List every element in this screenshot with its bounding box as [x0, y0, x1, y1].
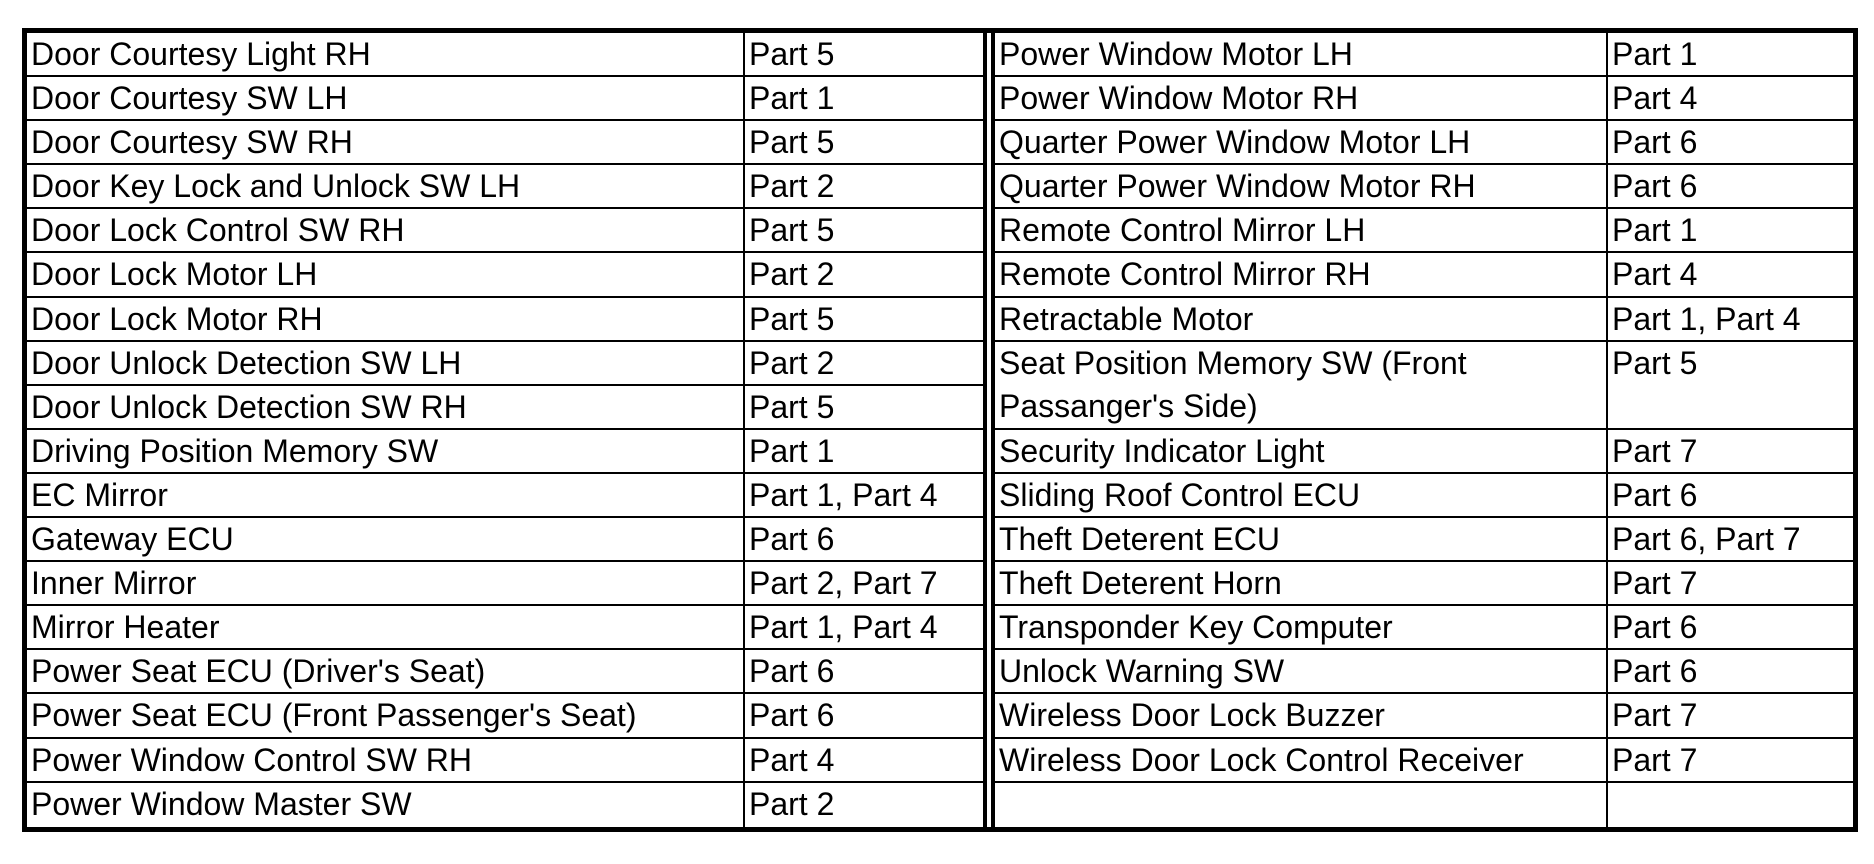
table-row — [995, 253, 1853, 297]
part-reference: Part 6, Part 7 — [1612, 521, 1801, 558]
left-table — [27, 33, 983, 827]
table-row — [27, 430, 983, 474]
table-row — [27, 562, 983, 606]
table-row — [995, 739, 1853, 783]
part-reference: Part 4 — [749, 741, 835, 778]
part-reference: Part 1 — [1612, 36, 1698, 72]
part-reference: Part 5 — [749, 212, 835, 249]
part-reference: Part 5 — [749, 388, 835, 425]
part-reference: Part 6 — [1612, 168, 1698, 205]
component-name: Door Lock Motor LH — [27, 253, 745, 295]
table-row-empty — [995, 783, 1853, 827]
table-row — [27, 209, 983, 253]
part-reference: Part 6 — [1612, 476, 1698, 513]
part-reference: Part 7 — [1612, 741, 1698, 778]
component-name: Power Window Control SW RH — [27, 739, 745, 781]
component-name: Power Window Master SW — [27, 783, 745, 827]
component-name: Retractable Motor — [995, 298, 1608, 340]
part-reference: Part 5 — [749, 124, 835, 161]
table-row — [995, 121, 1853, 165]
table-row — [995, 430, 1853, 474]
component-name: Security Indicator Light — [995, 430, 1608, 472]
component-name: Quarter Power Window Motor RH — [995, 165, 1608, 207]
table-row — [27, 783, 983, 827]
part-reference: Part 4 — [1612, 256, 1698, 293]
component-name: Door Courtesy SW LH — [27, 77, 745, 119]
part-reference: Part 2 — [749, 256, 835, 293]
component-name: EC Mirror — [27, 474, 745, 516]
table-row — [27, 342, 983, 386]
component-name: Door Unlock Detection SW RH — [27, 386, 745, 428]
part-reference: Part 7 — [1612, 697, 1698, 734]
component-name: Door Key Lock and Unlock SW LH — [27, 165, 745, 207]
part-reference: Part 2 — [749, 344, 835, 381]
component-name: Remote Control Mirror LH — [995, 209, 1608, 251]
table-row — [27, 121, 983, 165]
column-divider — [983, 33, 995, 827]
part-reference: Part 1 — [749, 432, 835, 469]
table-row — [995, 33, 1853, 77]
part-reference: Part 1, Part 4 — [749, 609, 938, 646]
right-table — [995, 33, 1853, 827]
component-name: Power Seat ECU (Driver's Seat) — [27, 650, 745, 692]
table-row — [27, 33, 983, 77]
component-name: Mirror Heater — [27, 606, 745, 648]
table-row — [27, 386, 983, 430]
component-name: Power Window Motor LH — [995, 33, 1608, 75]
table-row — [27, 650, 983, 694]
part-reference: Part 1 — [749, 80, 835, 117]
part-reference: Part 7 — [1612, 565, 1698, 602]
component-name: Transponder Key Computer — [995, 606, 1608, 648]
table-row — [27, 298, 983, 342]
table-row — [995, 694, 1853, 738]
component-index-table — [22, 28, 1858, 832]
component-name: Unlock Warning SW — [995, 650, 1608, 692]
component-name: Gateway ECU — [27, 518, 745, 560]
table-row — [995, 518, 1853, 562]
part-reference: Part 6 — [749, 521, 835, 558]
part-reference: Part 5 — [1612, 344, 1698, 381]
table-row — [995, 165, 1853, 209]
part-reference: Part 5 — [749, 36, 835, 72]
component-name: Theft Deterent ECU — [995, 518, 1608, 560]
table-row — [27, 77, 983, 121]
table-row — [27, 739, 983, 783]
table-row — [27, 694, 983, 738]
table-row — [995, 562, 1853, 606]
component-name: Door Unlock Detection SW LH — [27, 342, 745, 384]
component-name — [995, 783, 1608, 827]
table-row — [27, 253, 983, 297]
component-name: Wireless Door Lock Control Receiver — [995, 739, 1608, 781]
part-reference: Part 1, Part 4 — [749, 476, 938, 513]
component-name: Door Courtesy SW RH — [27, 121, 745, 163]
part-reference: Part 1 — [1612, 212, 1698, 249]
table-row — [27, 474, 983, 518]
part-reference: Part 6 — [1612, 653, 1698, 690]
table-row — [27, 165, 983, 209]
component-name: Theft Deterent Horn — [995, 562, 1608, 604]
table-row — [995, 298, 1853, 342]
part-reference: Part 2, Part 7 — [749, 565, 938, 602]
part-reference: Part 2 — [749, 785, 835, 822]
part-reference: Part 7 — [1612, 432, 1698, 469]
component-name: Power Seat ECU (Front Passenger's Seat) — [27, 694, 745, 736]
part-reference: Part 2 — [749, 168, 835, 205]
table-row — [995, 474, 1853, 518]
table-row — [995, 342, 1853, 430]
component-name: Sliding Roof Control ECU — [995, 474, 1608, 516]
table-row — [27, 606, 983, 650]
component-name: Power Window Motor RH — [995, 77, 1608, 119]
part-reference: Part 6 — [1612, 609, 1698, 646]
part-reference: Part 6 — [749, 653, 835, 690]
part-reference: Part 4 — [1612, 80, 1698, 117]
component-name: Seat Position Memory SW (Front Passanger's Side) — [995, 342, 1608, 428]
part-reference: Part 6 — [1612, 124, 1698, 161]
part-reference: Part 5 — [749, 300, 835, 337]
table-row — [995, 77, 1853, 121]
part-reference: Part 6 — [749, 697, 835, 734]
table-row — [995, 606, 1853, 650]
component-name: Wireless Door Lock Buzzer — [995, 694, 1608, 736]
part-reference — [1608, 783, 1853, 827]
table-row — [995, 209, 1853, 253]
table-row — [27, 518, 983, 562]
component-name: Door Lock Motor RH — [27, 298, 745, 340]
table-row — [995, 650, 1853, 694]
component-name: Door Courtesy Light RH — [27, 33, 745, 75]
component-name: Inner Mirror — [27, 562, 745, 604]
part-reference: Part 1, Part 4 — [1612, 300, 1801, 337]
component-name: Door Lock Control SW RH — [27, 209, 745, 251]
component-name: Driving Position Memory SW — [27, 430, 745, 472]
component-name: Remote Control Mirror RH — [995, 253, 1608, 295]
component-name: Quarter Power Window Motor LH — [995, 121, 1608, 163]
